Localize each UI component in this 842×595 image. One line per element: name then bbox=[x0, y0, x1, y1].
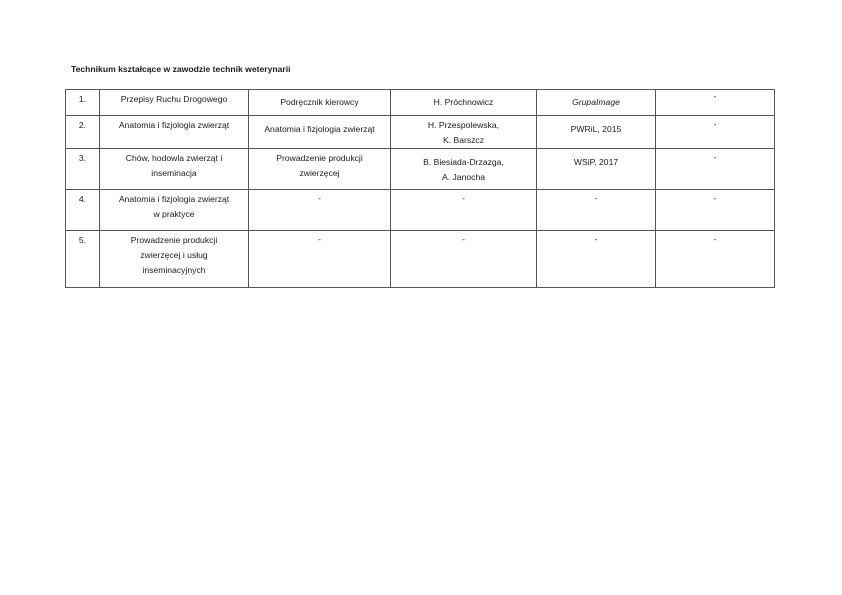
table-row bbox=[66, 116, 775, 149]
extra-cell bbox=[656, 90, 775, 116]
author-text: H. Przespolewska, bbox=[427, 120, 500, 130]
publisher-text: - bbox=[594, 234, 598, 244]
row-number: 4. bbox=[78, 194, 87, 204]
title-text: Anatomia i fizjologia zwierząt bbox=[264, 124, 375, 134]
author-text: B. Biesiada-Drzazga, bbox=[423, 157, 504, 167]
row-number-cell bbox=[66, 231, 100, 288]
publisher-text: PWRiL, 2015 bbox=[570, 124, 622, 134]
extra-cell bbox=[656, 149, 775, 190]
title-cell bbox=[249, 231, 391, 288]
page-heading: Technikum kształcące w zawodzie technik weterynarii bbox=[71, 64, 291, 74]
row-number: 3. bbox=[78, 153, 87, 163]
extra-cell bbox=[656, 190, 775, 231]
row-number: 2. bbox=[78, 120, 87, 130]
subject-text: Prowadzenie produkcji bbox=[130, 235, 218, 245]
extra-text: - bbox=[713, 193, 717, 203]
subject-cell bbox=[100, 90, 249, 116]
title-text: Prowadzenie produkcji bbox=[276, 153, 363, 163]
row-number: 5. bbox=[78, 235, 87, 245]
table-row bbox=[66, 190, 775, 231]
subject-cell bbox=[100, 149, 249, 190]
author-text: - bbox=[462, 234, 465, 244]
publisher-cell bbox=[537, 149, 656, 190]
subject-text: Przepisy Ruchu Drogowego bbox=[120, 94, 228, 104]
row-number-cell bbox=[66, 90, 100, 116]
title-text: Podręcznik kierowcy bbox=[280, 97, 359, 107]
author-cell bbox=[391, 116, 537, 149]
author-text: - bbox=[462, 193, 465, 203]
title-text: zwierzęcej bbox=[299, 168, 340, 178]
publisher-text: - bbox=[594, 193, 598, 203]
subject-text: Chów, hodowla zwierząt i bbox=[125, 153, 223, 163]
publisher-cell bbox=[537, 231, 656, 288]
extra-cell bbox=[656, 231, 775, 288]
row-number-cell bbox=[66, 116, 100, 149]
title-cell bbox=[249, 190, 391, 231]
title-cell bbox=[249, 149, 391, 190]
publisher-cell bbox=[537, 116, 656, 149]
subject-text: zwierzęcej i usług bbox=[140, 250, 208, 260]
publisher-text: GrupaImage bbox=[572, 97, 620, 107]
title-cell bbox=[249, 90, 391, 116]
publisher-text: WSiP, 2017 bbox=[573, 157, 619, 167]
subject-cell bbox=[100, 116, 249, 149]
subject-text: inseminacyjnych bbox=[142, 265, 206, 275]
table-row bbox=[66, 231, 775, 288]
author-cell bbox=[391, 190, 537, 231]
author-cell bbox=[391, 90, 537, 116]
subject-text: Anatomia i fizjologia zwierząt bbox=[118, 194, 230, 204]
publisher-cell bbox=[537, 90, 656, 116]
extra-text: - bbox=[713, 152, 717, 162]
author-text: A. Janocha bbox=[442, 172, 485, 182]
subject-text: w praktyce bbox=[153, 209, 195, 219]
extra-cell bbox=[656, 116, 775, 149]
row-number: 1. bbox=[78, 94, 87, 104]
extra-text: - bbox=[713, 91, 717, 101]
author-text: H. Próchnowicz bbox=[433, 97, 494, 107]
title-text: - bbox=[318, 193, 321, 203]
extra-text: - bbox=[713, 234, 717, 244]
row-number-cell bbox=[66, 190, 100, 231]
row-number-cell bbox=[66, 149, 100, 190]
subject-text: inseminacja bbox=[151, 168, 197, 178]
subject-text: Anatomia i fizjologia zwierząt bbox=[118, 120, 230, 130]
author-text: K. Barszcz bbox=[442, 135, 485, 145]
extra-text: - bbox=[713, 119, 717, 129]
title-text: - bbox=[318, 234, 321, 244]
subject-cell bbox=[100, 231, 249, 288]
textbook-table bbox=[65, 89, 775, 288]
title-cell bbox=[249, 116, 391, 149]
publisher-cell bbox=[537, 190, 656, 231]
author-cell bbox=[391, 231, 537, 288]
table-row bbox=[66, 149, 775, 190]
author-cell bbox=[391, 149, 537, 190]
subject-cell bbox=[100, 190, 249, 231]
table-row bbox=[66, 90, 775, 116]
